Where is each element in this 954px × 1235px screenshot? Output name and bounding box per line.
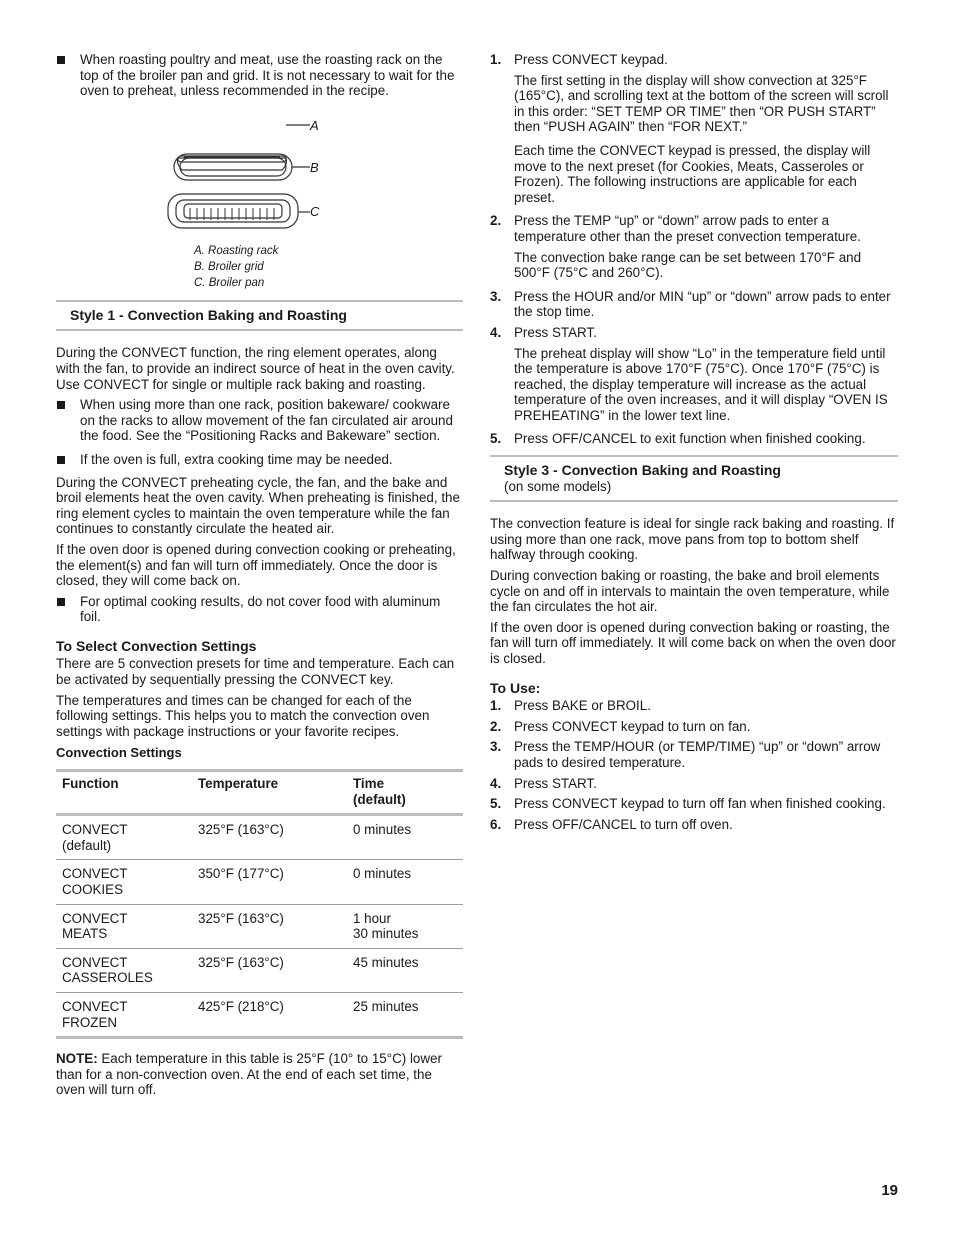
step-number: 4. bbox=[490, 324, 502, 340]
step-number: 6. bbox=[490, 816, 502, 832]
step-number: 1. bbox=[490, 698, 502, 714]
step-text: Each time the CONVECT keypad is pressed, the display will move to the next preset (for Cookies, Meats, Casseroles or Frozen). The following instructions are applicable for each preset. bbox=[514, 142, 871, 205]
style3-subtitle: (on some models) bbox=[504, 478, 612, 494]
table-row bbox=[56, 992, 463, 1037]
header-time-line2: (default) bbox=[353, 791, 406, 807]
header-time-line1: Time bbox=[353, 776, 385, 792]
right-column bbox=[490, 52, 898, 837]
cell-time: 0 minutes bbox=[353, 866, 412, 882]
convect-step-2 bbox=[490, 213, 898, 280]
table-note bbox=[56, 1051, 463, 1098]
style1-bullet-3 bbox=[56, 594, 463, 625]
figure-label-b: B bbox=[310, 159, 319, 175]
step-number: 3. bbox=[490, 739, 502, 755]
cell-temp: 425°F (218°C) bbox=[192, 992, 347, 1037]
select-settings-title: To Select Convection Settings bbox=[56, 637, 257, 654]
step-number: 2. bbox=[490, 213, 502, 229]
style1-bullet-2-text: If the oven is full, extra cooking time may be needed. bbox=[80, 451, 393, 467]
table-title: Convection Settings bbox=[56, 745, 182, 761]
style1-title: Style 1 - Convection Baking and Roasting bbox=[70, 306, 347, 323]
figure-label-a: A bbox=[310, 117, 319, 133]
figure-label-c: C bbox=[310, 203, 320, 219]
style1-paragraph-1: During the CONVECT function, the ring element operates, along with the fan, to provide an indirect source of heat in the oven cavity. Use CONVECT for single or multiple rack baking and roasting. bbox=[56, 345, 455, 392]
cell-function: CONVECT bbox=[62, 822, 128, 838]
table-header-row bbox=[56, 771, 463, 815]
note-label: NOTE: bbox=[56, 1051, 98, 1067]
cell-temp: 325°F (163°C) bbox=[192, 904, 347, 948]
step-text: The convection bake range can be set between 170°F and 500°F (75°C and 260°C). bbox=[514, 249, 862, 281]
page-number: 19 bbox=[881, 1182, 898, 1199]
style3-title: Style 3 - Convection Baking and Roasting bbox=[504, 462, 781, 479]
to-use-step-5 bbox=[490, 796, 898, 812]
broiler-grid-drawing bbox=[174, 154, 310, 180]
header-function: Function bbox=[56, 771, 192, 815]
cell-temp: 350°F (177°C) bbox=[192, 860, 347, 904]
header-time bbox=[347, 771, 463, 815]
step-text: The first setting in the display will show convection at 325°F (165°C), and scrolling text at the bottom of the screen will scroll in this order: “SET TEMP OR TIME” then “OR PUSH START” then “PUSH AGAIN” then “FOR NEXT.” bbox=[514, 72, 889, 135]
convect-step-3 bbox=[490, 289, 898, 320]
style1-bullet-3-text: For optimal cooking results, do not cover food with aluminum foil. bbox=[80, 593, 441, 625]
cell-function: CONVECT bbox=[62, 866, 128, 882]
table-row bbox=[56, 904, 463, 948]
select-paragraph-2: The temperatures and times can be changed for each of the following settings. This helps you to match the convection oven settings with package instructions or your favorite recipes. bbox=[56, 692, 430, 739]
style1-paragraph-3: If the oven door is opened during convection cooking or preheating, the element(s) and fan will turn off immediately. Once the door is closed, they will come back on. bbox=[56, 541, 456, 589]
step-number: 1. bbox=[490, 52, 502, 67]
intro-bullet bbox=[56, 52, 463, 99]
cell-function: CONVECT bbox=[62, 954, 128, 970]
broiler-figure bbox=[56, 106, 463, 352]
step-text: Press START. bbox=[514, 775, 597, 791]
bullet-square-icon bbox=[57, 401, 65, 409]
select-paragraph-1: There are 5 convection presets for time and temperature. Each can be activated by sequentially pressing the CONVECT key. bbox=[56, 656, 455, 688]
cell-function: COOKIES bbox=[62, 882, 124, 897]
cell-function: CONVECT bbox=[62, 910, 128, 926]
style3-header bbox=[490, 455, 898, 502]
cell-time: 45 minutes bbox=[353, 954, 419, 970]
to-use-step-2 bbox=[490, 719, 898, 735]
table-row bbox=[56, 860, 463, 904]
caption-broiler-grid: B. Broiler grid bbox=[194, 260, 264, 273]
cell-time: 30 minutes bbox=[353, 926, 419, 942]
style1-bullet-1 bbox=[56, 397, 463, 444]
step-text: Press CONVECT keypad. bbox=[514, 52, 668, 67]
step-text: Press CONVECT keypad to turn off fan when finished cooking. bbox=[514, 796, 886, 812]
cell-function: CASSEROLES bbox=[62, 970, 153, 986]
left-column bbox=[56, 52, 463, 1103]
bullet-square-icon bbox=[57, 456, 65, 464]
step-number: 4. bbox=[490, 775, 502, 791]
step-number: 2. bbox=[490, 718, 502, 734]
style1-bullet-2 bbox=[56, 452, 463, 468]
step-text: Press OFF/CANCEL to turn off oven. bbox=[514, 816, 733, 832]
step-text: Press OFF/CANCEL to exit function when finished cooking. bbox=[514, 431, 866, 447]
caption-roasting-rack: A. Roasting rack bbox=[194, 244, 279, 257]
to-use-title: To Use: bbox=[490, 679, 541, 696]
cell-function: CONVECT bbox=[62, 998, 128, 1014]
style1-bullet-1-text: When using more than one rack, position bakeware/ cookware on the racks to allow movement of the fan circulated air around the food. See the “Positioning Racks and Bakeware” section. bbox=[80, 397, 453, 444]
table-row bbox=[56, 815, 463, 860]
cell-temp: 325°F (163°C) bbox=[192, 948, 347, 992]
grid-slats bbox=[176, 204, 296, 234]
note-text: Each temperature in this table is 25°F (10° to 15°C) lower than for a non-convection oven. At the end of each set time, the oven will turn off. bbox=[56, 1051, 442, 1098]
table-row bbox=[56, 948, 463, 992]
step-text: Press the TEMP “up” or “down” arrow pads to enter a temperature other than the preset convection temperature. bbox=[514, 213, 861, 244]
step-text: Press the HOUR and/or MIN “up” or “down” arrow pads to enter the stop time. bbox=[514, 288, 891, 320]
header-temperature: Temperature bbox=[192, 771, 347, 815]
step-text: Press CONVECT keypad to turn on fan. bbox=[514, 718, 751, 734]
step-text: Press BAKE or BROIL. bbox=[514, 698, 651, 714]
convect-step-5 bbox=[490, 431, 898, 447]
cell-time: 1 hour bbox=[353, 910, 391, 926]
caption-broiler-pan: C. Broiler pan bbox=[194, 276, 265, 289]
step-number: 5. bbox=[490, 796, 502, 812]
bullet-square-icon bbox=[57, 56, 65, 64]
convect-step-4 bbox=[490, 325, 898, 424]
cell-function: (default) bbox=[62, 837, 112, 853]
style3-paragraph-2: During convection baking or roasting, the bake and broil elements cycle on and off in intervals to maintain the oven temperature, while the fan circulates the hot air. bbox=[490, 568, 890, 615]
to-use-step-1 bbox=[490, 698, 898, 714]
to-use-step-3 bbox=[490, 739, 898, 770]
style3-paragraph-1: The convection feature is ideal for single rack baking and roasting. If using more than one rack, move pans from top to bottom shelf halfway through cooking. bbox=[490, 516, 895, 563]
step-text: The preheat display will show “Lo” in the temperature field until the temperature is above 170°F (75°C). Once 170°F (75°C) is reached, the display temperature will increase as the actual temperature of the oven increases, and it will display “OVEN IS PREHEATING” in the lower text line. bbox=[514, 345, 888, 423]
style3-paragraph-3: If the oven door is opened during convection baking or roasting, the fan will turn off immediately. It will come back on when the oven door is closed. bbox=[490, 619, 896, 666]
step-text: Press START. bbox=[514, 324, 597, 340]
step-number: 3. bbox=[490, 288, 502, 304]
roasting-rack-drawing bbox=[178, 125, 311, 170]
convection-settings-table bbox=[56, 769, 463, 1039]
cell-time: 0 minutes bbox=[353, 822, 412, 838]
cell-function: MEATS bbox=[62, 926, 108, 942]
step-text: Press the TEMP/HOUR (or TEMP/TIME) “up” or “down” arrow pads to desired temperature. bbox=[514, 739, 881, 770]
bullet-square-icon bbox=[57, 598, 65, 606]
to-use-step-4 bbox=[490, 776, 898, 792]
cell-function: FROZEN bbox=[62, 1014, 118, 1030]
to-use-step-6 bbox=[490, 817, 898, 833]
step-number: 5. bbox=[490, 431, 502, 447]
style1-paragraph-2: During the CONVECT preheating cycle, the fan, and the bake and broil elements heat the oven cavity. When preheating is finished, the ring element cycles to maintain the oven temperature while the fan continues to constantly circulate the heated air. bbox=[56, 474, 460, 537]
cell-time: 25 minutes bbox=[353, 998, 419, 1014]
cell-temp: 325°F (163°C) bbox=[198, 822, 284, 838]
intro-bullet-text: When roasting poultry and meat, use the roasting rack on the top of the broiler pan and grid. It is not necessary to wait for the oven to preheat, unless recommended in the recipe. bbox=[80, 52, 455, 99]
convect-step-1 bbox=[490, 52, 898, 205]
